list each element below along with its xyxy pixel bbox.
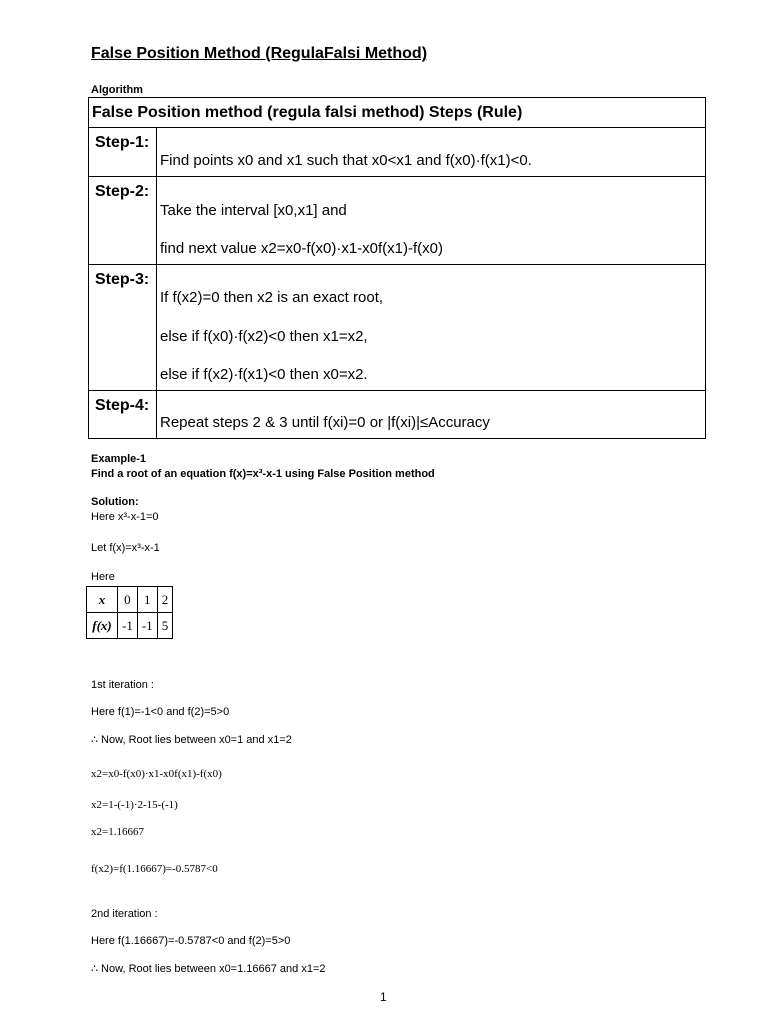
step-row-4	[89, 391, 705, 438]
example-heading: Example-1	[91, 453, 147, 465]
table-row	[87, 587, 173, 613]
algorithm-label: Algorithm	[91, 84, 143, 96]
table-row	[87, 613, 173, 639]
table-cell: -1	[118, 613, 138, 639]
table-cell: -1	[137, 613, 157, 639]
step-label: Step-1:	[89, 128, 157, 176]
iteration2-line1: Here f(1.16667)=-0.5787<0 and f(2)=5>0	[91, 935, 291, 947]
iteration2-line2: ∴ Now, Root lies between x0=1.16667 and x1=2	[91, 963, 326, 975]
iteration1-substitution: x2=1-(-1)·2-15-(-1)	[91, 799, 178, 811]
step-row-1	[89, 128, 705, 177]
page-title: False Position Method (RegulaFalsi Method)	[91, 45, 428, 62]
step-label: Step-4:	[89, 391, 157, 438]
iteration1-fvalue: f(x2)=f(1.16667)=-0.5787<0	[91, 863, 218, 875]
step-row-3	[89, 265, 705, 391]
step-text: else if f(x2)·f(x1)<0 then x0=x2.	[160, 366, 368, 383]
step-text: Repeat steps 2 & 3 until f(xi)=0 or |f(xi)|≤Accuracy	[160, 414, 490, 431]
iteration1-line1: Here f(1)=-1<0 and f(2)=5>0	[91, 706, 230, 718]
step-text: Find points x0 and x1 such that x0<x1 and f(x0)·f(x1)<0.	[160, 152, 532, 169]
table-cell: 0	[118, 587, 138, 613]
iteration1-line2: ∴ Now, Root lies between x0=1 and x1=2	[91, 734, 292, 746]
let-equation: Let f(x)=x³-x-1	[91, 542, 160, 554]
table-cell: 5	[157, 613, 173, 639]
step-row-2	[89, 177, 705, 265]
iteration2-heading: 2nd iteration :	[91, 908, 158, 920]
value-table	[86, 586, 173, 639]
step-text: Take the interval [x0,x1] and	[160, 202, 347, 219]
step-label: Step-2:	[89, 177, 157, 264]
here-label: Here	[91, 571, 115, 583]
solution-label: Solution:	[91, 496, 139, 508]
page-number: 1	[380, 990, 387, 1004]
table-cell: 2	[157, 587, 173, 613]
step-text: else if f(x0)·f(x2)<0 then x1=x2,	[160, 328, 368, 345]
iteration1-formula: x2=x0-f(x0)·x1-x0f(x1)-f(x0)	[91, 768, 222, 780]
step-text: find next value x2=x0-f(x0)·x1-x0f(x1)-f(x0)	[160, 240, 444, 257]
here-equation: Here x³-x-1=0	[91, 511, 159, 523]
example-problem: Find a root of an equation f(x)=x³-x-1 using False Position method	[91, 468, 435, 480]
step-text: If f(x2)=0 then x2 is an exact root,	[160, 289, 384, 306]
iteration1-heading: 1st iteration :	[91, 679, 154, 691]
steps-table-header: False Position method (regula falsi method) Steps (Rule)	[89, 98, 705, 128]
step-label: Step-3:	[89, 265, 157, 390]
row-header-fx: f(x)	[87, 613, 118, 639]
iteration1-result: x2=1.16667	[91, 826, 144, 838]
table-cell: 1	[137, 587, 157, 613]
row-header-x: x	[87, 587, 118, 613]
steps-table	[88, 97, 706, 439]
